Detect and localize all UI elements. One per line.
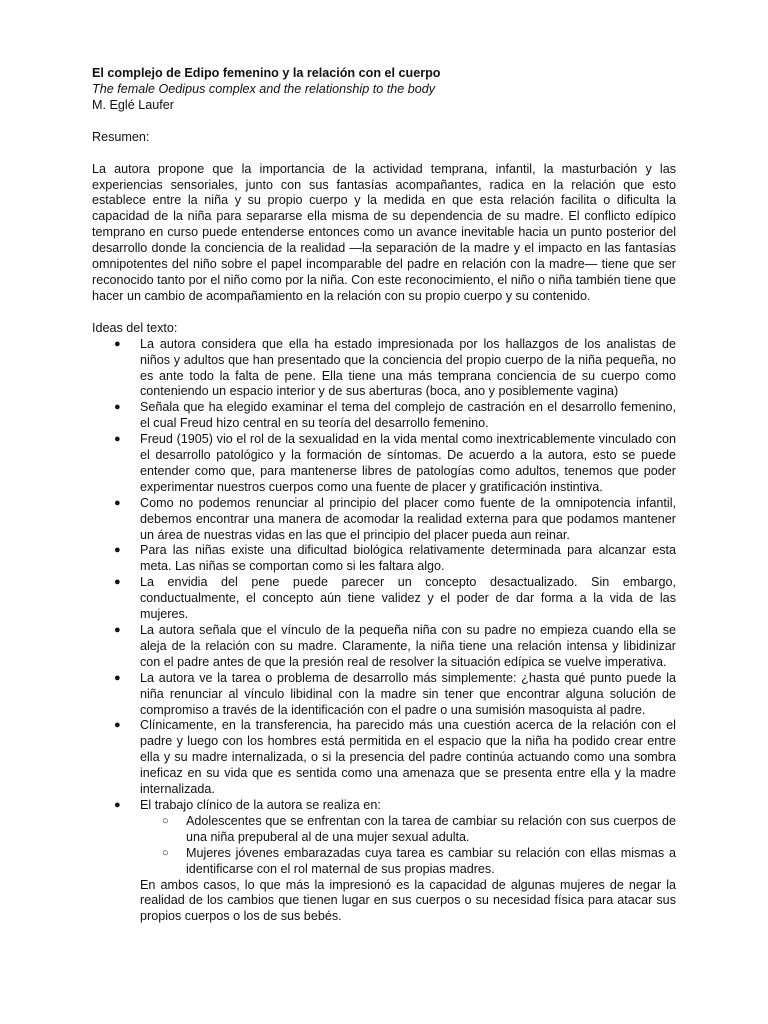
idea-text: Como no podemos renunciar al principio del placer como fuente de la omnipotencia infantil, debemos encontrar una manera de acomodar la realidad externa para que podamos mantener un área de nuestras vidas en las que el principio del placer pueda aun reinar. bbox=[140, 495, 676, 542]
list-item bbox=[114, 543, 676, 575]
sub-list bbox=[140, 814, 676, 878]
bullet-icon: ● bbox=[114, 719, 121, 732]
idea-text: La autora considera que ella ha estado impresionada por los hallazgos de los analistas de niños y adultos que han presentado que la conciencia del propio cuerpo de la niña pequeña, no es ante todo la falta de pene. Ella tiene una más temprana conciencia de su cuerpo como conteniendo un espacio interior y de sus aberturas (boca, ano y posiblemente vagina) bbox=[140, 336, 676, 399]
idea-text: El trabajo clínico de la autora se realiza en: bbox=[140, 797, 381, 812]
hollow-bullet-icon: ○ bbox=[162, 814, 169, 827]
idea-text: Para las niñas existe una dificultad biológica relativamente determinada para alcanzar esta meta. Las niñas se comportan como si les faltara algo. bbox=[140, 543, 676, 574]
bullet-icon: ● bbox=[114, 624, 121, 636]
document-subtitle: The female Oedipus complex and the relationship to the body bbox=[92, 81, 436, 96]
summary-heading: Resumen: bbox=[92, 129, 150, 144]
ideas-list bbox=[92, 337, 676, 926]
sub-list-item bbox=[162, 813, 676, 846]
bullet-icon: ● bbox=[114, 798, 121, 811]
document-title: El complejo de Edipo femenino y la relación con el cuerpo bbox=[92, 66, 441, 80]
list-item bbox=[114, 670, 676, 719]
sub-item-text: Adolescentes que se enfrentan con la tarea de cambiar su relación con sus cuerpos de una niña prepuberal al de una mujer sexual adulta. bbox=[186, 813, 676, 844]
bullet-icon: ● bbox=[114, 576, 121, 589]
list-item bbox=[114, 718, 676, 798]
idea-text: Clínicamente, en la transferencia, ha parecido más una cuestión acerca de la relación con el padre y luego con los hombres está permitida en el espacio que la niña ha podido crear entre ella y su madre internalizada, o si la presencia del padre continúa actuando como una sombra ineficaz en su vida que es sentida como una amenaza que se presenta entre ella y la madre internalizada. bbox=[140, 718, 676, 797]
idea-text: La envidia del pene puede parecer un concepto desactualizado. Sin embargo, conductualmente, el concepto aún tiene validez y el poder de dar forma a la vida de las mujeres. bbox=[140, 575, 676, 622]
bullet-icon: ● bbox=[114, 496, 121, 509]
list-item bbox=[114, 797, 676, 925]
bullet-icon: ● bbox=[114, 433, 121, 446]
idea-text: La autora señala que el vínculo de la pequeña niña con su padre no empieza cuando ella se aleja de la relación con su madre. Claramente, la niña tiene una relación intensa y libidinizar con el padre antes de que la presión real de resolver la situación edípica se vuelve imperativa. bbox=[140, 623, 676, 669]
bullet-icon: ● bbox=[114, 401, 121, 414]
summary-paragraph: La autora propone que la importancia de la actividad temprana, infantil, la masturbación y las experiencias sensoriales, junto con sus fantasías acompañantes, radica en la relación que esto establece entre la niña y su propio cuerpo y la medida en que esta relación facilita o dificulta la capacidad de la niña para separarse ella misma de su dependencia de su madre. El conflicto edípico temprano en curso puede entenderse entonces como un avance inevitable hacia un punto posterior del desarrollo donde la conciencia de la realidad —la separación de la madre y el impacto en las fantasías omnipotentes del niño sobre el papel incomparable del padre en relación con la madre— tiene que ser reconocido tanto por el niño como por la niña. Con este reconocimiento, el niño o niña también tiene que hacer un cambio de acompañamiento en la relación con su propio cuerpo y su contenido. bbox=[92, 161, 676, 303]
list-item bbox=[114, 336, 676, 401]
list-item bbox=[114, 623, 676, 671]
list-item bbox=[114, 400, 676, 432]
idea-text: La autora ve la tarea o problema de desarrollo más simplemente: ¿hasta qué punto puede la niña renunciar al vínculo libidinal con la madre sin tener que encontrar alguna solución de compromiso a través de la identificación con el padre o una sumisión masoquista al padre. bbox=[140, 670, 676, 717]
hollow-bullet-icon: ○ bbox=[162, 846, 169, 859]
bullet-icon: ● bbox=[114, 337, 121, 350]
document-author: M. Eglé Laufer bbox=[92, 97, 174, 112]
idea-text: Freud (1905) vio el rol de la sexualidad en la vida mental como inextricablemente vinculado con el desarrollo patológico y la formación de síntomas. De acuerdo a la autora, esto se puede entender como que, para mantenerse libres de patologías como adultos, tenemos que poder experimentar nuestros cuerpos como una fuente de placer y gratificación instintiva. bbox=[140, 432, 676, 494]
bullet-icon: ● bbox=[114, 671, 121, 684]
bullet-icon: ● bbox=[114, 544, 121, 557]
list-item bbox=[114, 495, 676, 544]
list-item bbox=[114, 575, 676, 623]
sub-item-text: Mujeres jóvenes embarazadas cuya tarea es cambiar su relación con ellas mismas a identificarse con el rol maternal de sus propias madres. bbox=[186, 845, 676, 876]
ideas-heading: Ideas del texto: bbox=[92, 320, 178, 335]
idea-text: Señala que ha elegido examinar el tema del complejo de castración en el desarrollo femenino, el cual Freud hizo central en su teoría del desarrollo femenino. bbox=[140, 400, 676, 431]
closing-paragraph: En ambos casos, lo que más la impresionó es la capacidad de algunas mujeres de negar la realidad de los cambios que tienen lugar en sus cuerpos o su necesidad física para atacar sus propios cuerpos o los de sus bebés. bbox=[140, 877, 676, 924]
sub-list-item bbox=[162, 845, 676, 878]
list-item bbox=[114, 432, 676, 496]
